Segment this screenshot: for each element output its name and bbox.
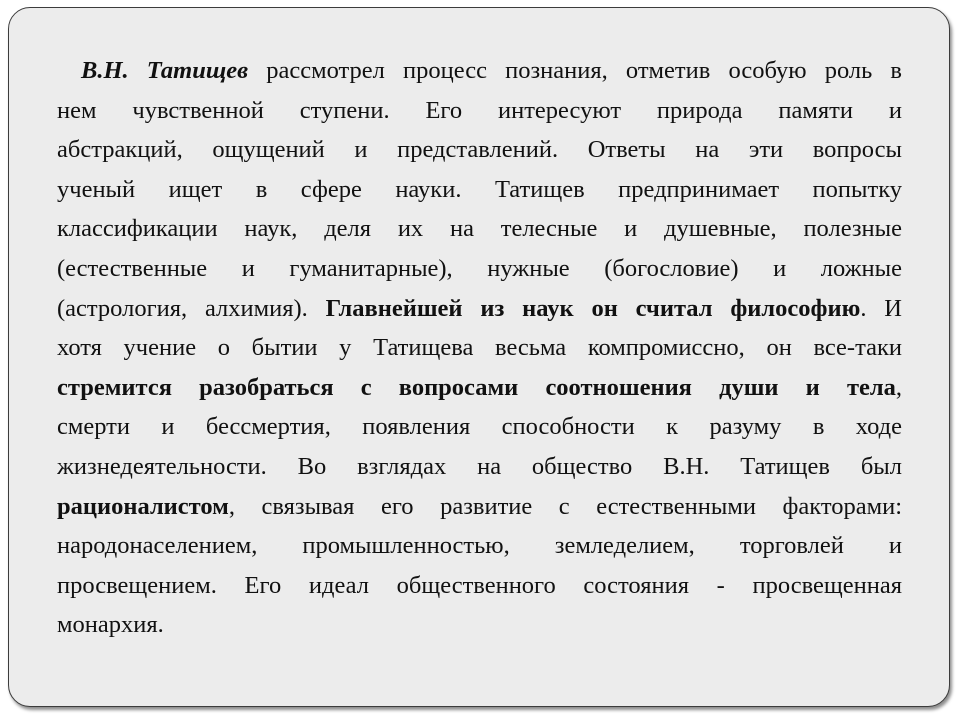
- emphasis-text: Главнейшей из наук он считал философию: [325, 294, 861, 322]
- text-line: [57, 91, 902, 131]
- text-run: (астрология, алхимия).: [57, 294, 326, 322]
- text-line: [57, 170, 902, 210]
- text-run: . И: [860, 294, 902, 322]
- text-run: ученый ищет в сфере науки. Татищев предпринимает попытку: [57, 175, 902, 203]
- text-line: [57, 130, 902, 170]
- emphasis-text: рационалистом: [57, 492, 229, 520]
- text-run: монархия.: [57, 611, 164, 639]
- text-line: [57, 526, 902, 566]
- text-run: рассмотрел процесс познания, отметив особую роль в: [248, 57, 902, 84]
- text-line: [57, 566, 902, 606]
- text-line: [57, 487, 902, 527]
- text-run: ,: [895, 373, 902, 401]
- author-name: В.Н. Татищев: [81, 57, 249, 84]
- text-run: жизнедеятельности. Во взглядах на общество В.Н. Татищев был: [57, 452, 902, 480]
- text-line: [57, 209, 902, 249]
- text-run: смерти и бессмертия, появления способности к разуму в ходе: [57, 413, 902, 441]
- text-run: просвещением. Его идеал общественного состояния - просвещенная: [57, 571, 902, 599]
- text-line: [57, 249, 902, 289]
- text-line: [57, 289, 902, 329]
- text-line: [57, 368, 902, 408]
- text-run: , связывая его развитие с естественными факторами:: [228, 492, 902, 520]
- text-line: [57, 51, 902, 91]
- text-run: абстракций, ощущений и представлений. Ответы на эти вопросы: [57, 136, 902, 164]
- body-paragraph: [57, 51, 902, 645]
- text-run: (естественные и гуманитарные), нужные (богословие) и ложные: [57, 254, 902, 282]
- text-line: [57, 407, 902, 447]
- text-line: [57, 447, 902, 487]
- text-run: народонаселением, промышленностью, земледелием, торговлей и: [57, 532, 902, 560]
- emphasis-text: стремится разобраться с вопросами соотношения души и тела: [57, 373, 896, 401]
- text-run: нем чувственной ступени. Его интересуют природа памяти и: [57, 96, 902, 124]
- text-line: [57, 605, 902, 645]
- text-line: [57, 328, 902, 368]
- text-run: классификации наук, деля их на телесные и душевные, полезные: [57, 215, 902, 243]
- text-run: хотя учение о бытии у Татищева весьма компромиссно, он все-таки: [57, 334, 902, 362]
